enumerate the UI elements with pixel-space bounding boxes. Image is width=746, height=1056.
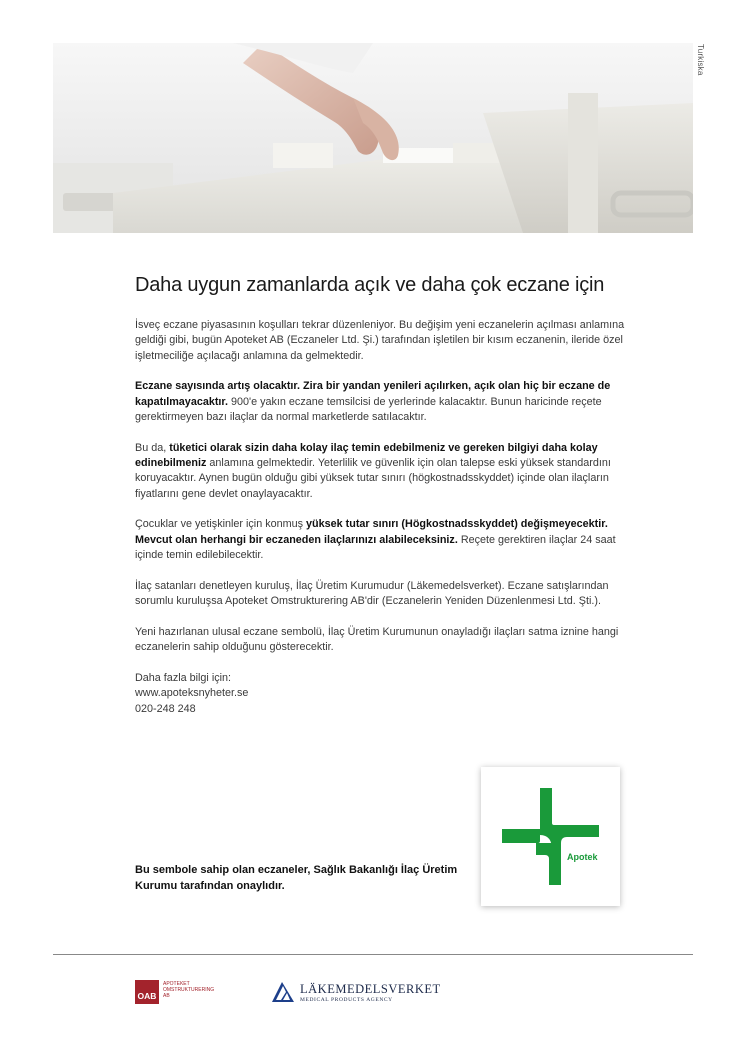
lakemedelsverket-name: LÄKEMEDELSVERKET xyxy=(300,982,441,996)
contact-intro: Daha fazla bilgi için: xyxy=(135,672,232,685)
paragraph xyxy=(135,517,645,563)
oab-logo xyxy=(135,980,245,1004)
paragraph-bold-text: tüketici olarak sizin daha kolay ilaç temin edebilmeniz ve gereken bilgiyi daha kolay edinebilmeniz xyxy=(135,441,598,470)
paragraph-text: İlaç satanları denetleyen kuruluş, İlaç Üretim Kurumudur (Läkemedelsverket). Eczane satışlarından sorumlu kuruluşsa Apoteket Omstrukturering AB'dir (Eczanelerin Yeniden Düzenlenmesi Ltd. Şti.). xyxy=(135,579,609,608)
paragraph xyxy=(135,625,645,656)
contact-info xyxy=(135,671,645,717)
oab-logo-mark: OAB xyxy=(135,980,159,1004)
certification-text: Bu sembole sahip olan eczaneler, Sağlık Bakanlığı İlaç Üretim Kurumu tarafından onaylıdır. xyxy=(135,864,458,892)
paragraph xyxy=(135,318,645,364)
oab-line: APOTEKET xyxy=(163,981,190,987)
paragraph xyxy=(135,379,645,425)
apotek-cross-icon xyxy=(481,767,620,906)
paragraph-bold-text: Eczane sayısında artış olacaktır. Zira bir yandan yenileri açılırken, açık olan hiç bir eczane de kapatılmayacaktır. xyxy=(135,380,611,408)
oab-line: AB xyxy=(163,993,170,999)
apotek-label: Apotek xyxy=(567,852,598,862)
paragraph-text: anlamına gelmektedir. Yeterlilik ve güvenlik için olan talepse eski yüksek standardını koruyacaktır. Aynen bugün olduğu gibi yüksek tutar sınırı (högkostnadsskyddet) içinde olan ilaçların fiyatlarını gene devlet onaylayacaktır. xyxy=(135,457,611,500)
footer-divider xyxy=(53,954,693,955)
pharmacy-drawer-illustration xyxy=(53,43,693,233)
lakemedelsverket-logo xyxy=(270,980,450,1004)
lakemedelsverket-subtitle: MEDICAL PRODUCTS AGENCY xyxy=(300,997,393,1003)
website-link[interactable]: www.apoteksnyheter.se xyxy=(135,687,249,700)
paragraph xyxy=(135,441,645,502)
paragraph-text: 900'e yakın eczane temsilcisi de yerlerinde kalacaktır. Bunun haricinde reçete gerektirmeyen bazı ilaçlar da normal marketlerde satılacaktır. xyxy=(135,395,602,423)
apotek-symbol-card xyxy=(481,767,620,906)
lakemedelsverket-emblem-icon xyxy=(270,980,296,1004)
phone-number: 020-248 248 xyxy=(135,702,196,715)
paragraph xyxy=(135,579,645,610)
paragraph-text: Reçete gerektiren ilaçlar 24 saat içinde temin edilebilecektir. xyxy=(135,533,616,562)
paragraph-bold-text: yüksek tutar sınırı (Högkostnadsskyddet) değişmeyecektir. Mevcut olan herhangi bir eczaneden ilaçlarınızı alabileceksiniz. xyxy=(135,518,608,546)
page-title: Daha uygun zamanlarda açık ve daha çok eczane için xyxy=(135,274,605,296)
paragraph-text: Yeni hazırlanan ulusal eczane sembolü, İlaç Üretim Kurumunun onayladığı ilaçları satma iznine hangi eczanelerin sahip olduğunu gösterecektir. xyxy=(135,625,619,654)
paragraph-text: Bu da, xyxy=(135,441,170,454)
paragraph-text: İsveç eczane piyasasının koşulları tekrar düzenleniyor. Bu değişim yeni eczanelerin açılması anlamına geldiği gibi, bugün Apoteket AB (Eczaneler Ltd. Şi.) tarafından işletilen bir kısım eczanenin, ileride özel işletmeciliğe açılacağı anlamına da gelmektedir. xyxy=(135,319,625,362)
language-tag: Turkiska xyxy=(696,44,705,76)
oab-logo-text xyxy=(163,981,214,999)
hero-photo xyxy=(53,43,693,233)
paragraph-text: Çocuklar ve yetişkinler için konmuş xyxy=(135,518,307,531)
oab-line: OMSTRUKTURERING xyxy=(163,987,215,993)
body-text xyxy=(135,318,645,717)
